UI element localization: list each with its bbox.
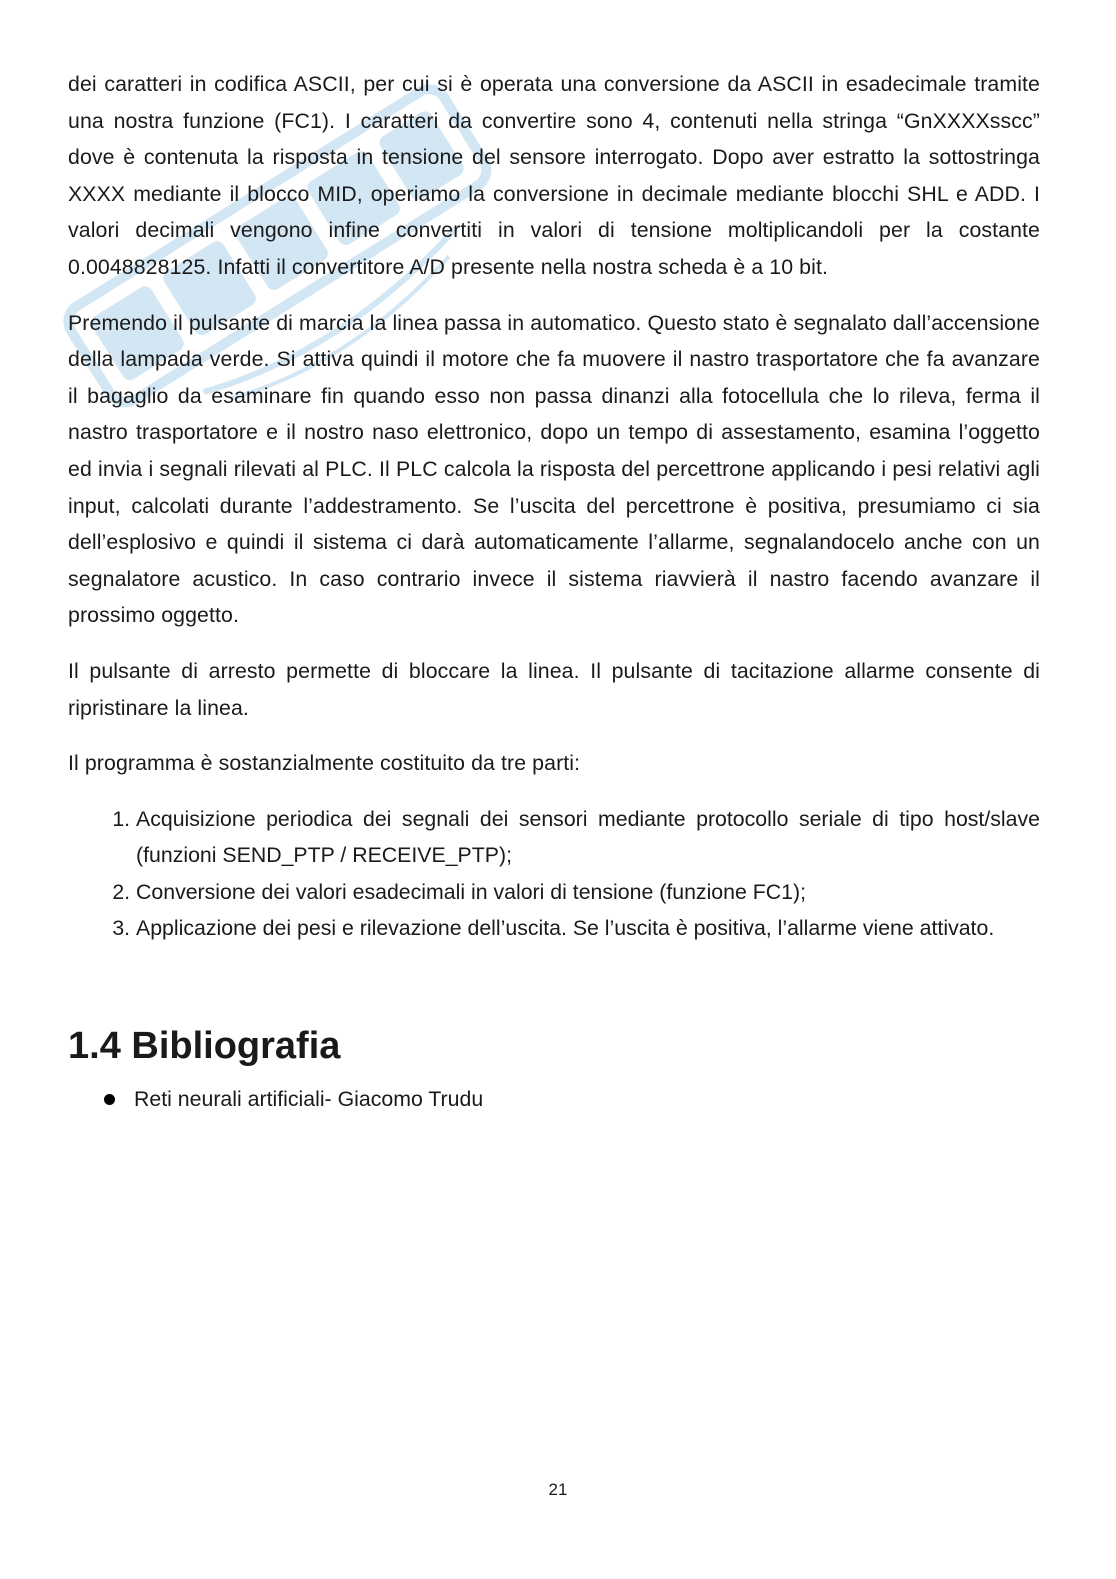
page-content — [68, 66, 1040, 1118]
page-number: 21 — [548, 1480, 568, 1499]
section-title: 1.4 Bibliografia — [68, 1025, 341, 1068]
list-item: 2. Conversione dei valori esadecimali in valori di tensione (funzione FC1); — [136, 874, 1040, 911]
bullet-icon — [104, 1094, 115, 1105]
bibliography-item — [68, 1081, 1040, 1118]
paragraph-buttons: Il pulsante di arresto permette di bloccare la linea. Il pulsante di tacitazione allarme consente di ripristinare la linea. — [68, 658, 1040, 720]
paragraph-conversion: dei caratteri in codifica ASCII, per cui si è operata una conversione da ASCII in esadecimale tramite una nostra funzione (FC1). I caratteri da convertire sono 4, contenuti nella stringa “GnXXXXsscc” dove è contenuta la risposta in tensione del sensore interrogato. Dopo aver estratto la sottostringa XXXX mediante il blocco MID, operiamo la conversione in decimale mediante blocchi SHL e ADD. I valori decimali vengono infine convertiti in valori di tensione moltiplicandoli per la costante 0.0048828125. Infatti il convertitore A/D presente nella nostra scheda è a 10 bit. — [68, 72, 1040, 279]
list-item: 3. Applicazione dei pesi e rilevazione dell’uscita. Se l’uscita è positiva, l’allarme viene attivato. — [136, 910, 1040, 947]
bibliography-list — [68, 1081, 1040, 1118]
paragraph-program-intro: Il programma è sostanzialmente costituito da tre parti: — [68, 751, 581, 776]
paragraph-operation: Premendo il pulsante di marcia la linea passa in automatico. Questo stato è segnalato dall’accensione della lampada verde. Si attiva quindi il motore che fa muovere il nastro trasportatore che fa avanzare il bagaglio da esaminare fin quando esso non passa dinanzi alla fotocellula che lo rileva, ferma il nastro trasportatore e il nostro naso elettronico, dopo un tempo di assestamento, esamina l’oggetto ed invia i segnali rilevati al PLC. Il PLC calcola la risposta del percettrone applicando i pesi relativi agli input, calcolati durante l’addestramento. Se l’uscita del percettrone è positiva, presumiamo ci sia dell’esplosivo e quindi il sistema ci darà automaticamente l’allarme, segnalandocelo anche con un segnalatore acustico. In caso contrario invece il sistema riavvierà il nastro facendo avanzare il prossimo oggetto. — [68, 310, 1040, 628]
list-item: 1. Acquisizione periodica dei segnali dei sensori mediante protocollo seriale di tipo host/slave (funzioni SEND_PTP / RECEIVE_PTP); — [136, 801, 1040, 874]
bibliography-item-text: Reti neurali artificiali- Giacomo Trudu — [134, 1087, 484, 1112]
program-parts-list — [68, 801, 1040, 947]
